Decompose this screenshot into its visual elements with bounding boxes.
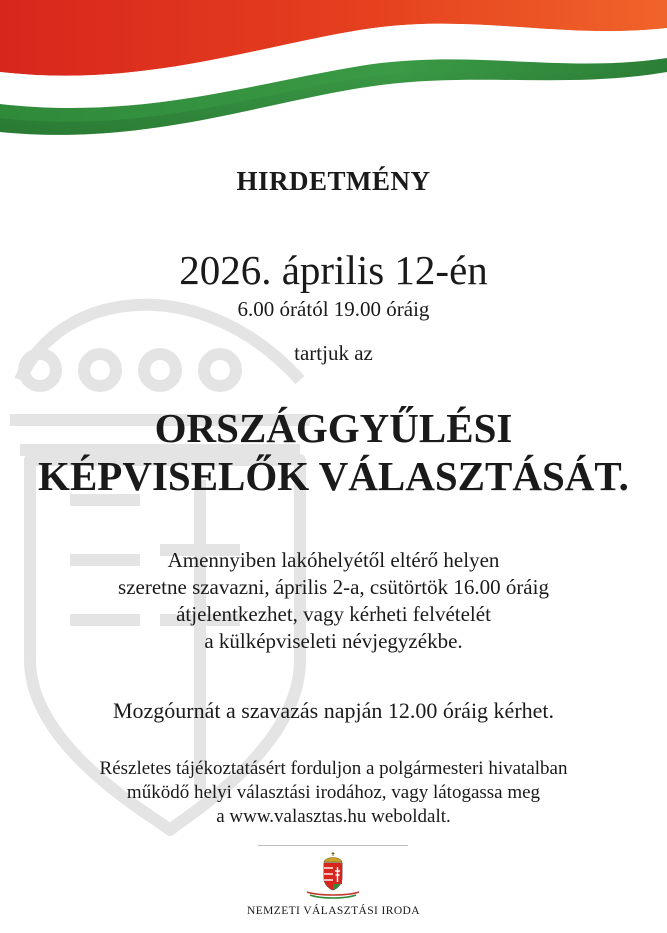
notice-title: HIRDETMÉNY — [236, 166, 431, 196]
intro-text: tartjuk az — [294, 341, 373, 365]
info-line: Amennyiben lakóhelyétől eltérő helyen — [167, 548, 500, 572]
info-line: a külképviseleti névjegyzékbe. — [204, 629, 463, 653]
voting-hours: 6.00 órától 19.00 óráig — [237, 297, 430, 321]
details-line: a www.valasztas.hu weboldalt. — [216, 806, 451, 827]
footer-divider — [258, 845, 408, 846]
info-line: átjelentkezhet, vagy kérheti felvételét — [176, 602, 491, 626]
election-date: 2026. április 12-én — [179, 247, 488, 293]
details-line: működő helyi választási irodához, vagy látogassa meg — [126, 782, 541, 803]
details-line: Részletes tájékoztatásért forduljon a polgármesteri hivatalban — [99, 758, 568, 779]
election-line-1: ORSZÁGGYŰLÉSI — [154, 405, 513, 451]
mobile-box-info: Mozgóurnát a szavazás napján 12.00 óráig kérhet. — [112, 698, 555, 723]
election-line-2: KÉPVISELŐK VÁLASZTÁSÁT. — [38, 453, 629, 499]
organization-name: NEMZETI VÁLASZTÁSI IRODA — [247, 905, 420, 917]
hungarian-flag-wave-icon — [0, 0, 667, 150]
election-name — [0, 404, 667, 500]
relocation-info — [0, 547, 667, 655]
details-info — [0, 757, 667, 829]
info-line: szeretne szavazni, április 2-a, csütörtök 16.00 óráig — [118, 575, 549, 599]
nvi-crest-icon — [305, 852, 361, 900]
